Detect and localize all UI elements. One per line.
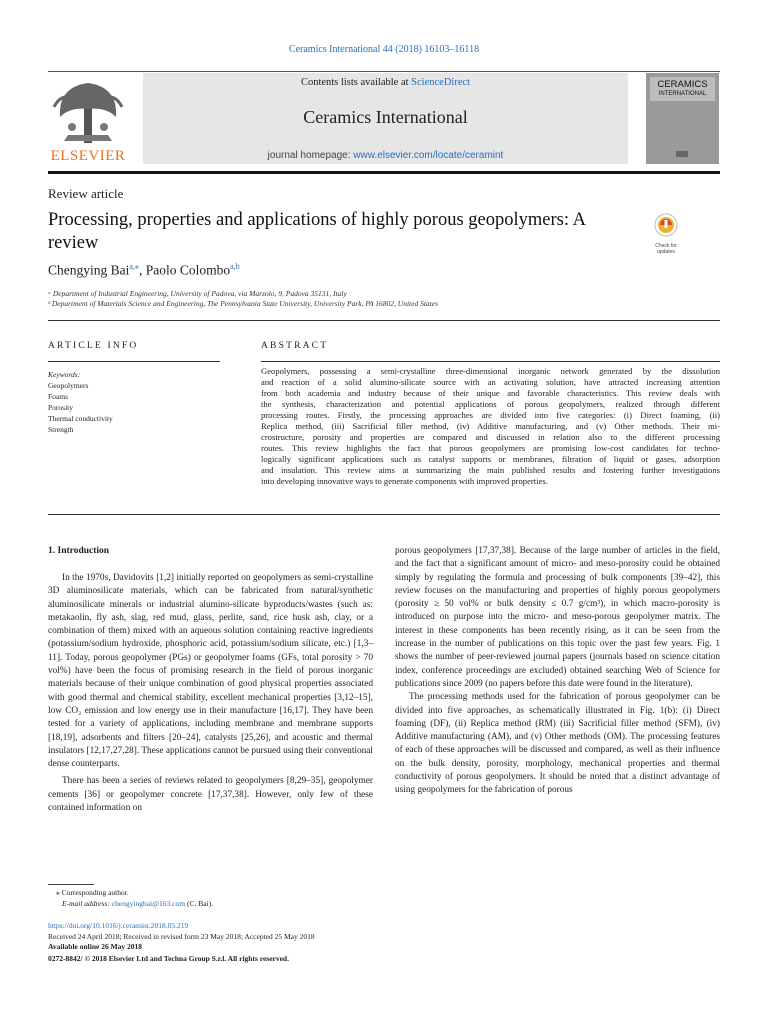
- abstract-line: routes. This review highlights the fact that porous geopolymers are promising low-cost candidates for techno-: [261, 442, 720, 453]
- article-info-rule: [48, 361, 220, 362]
- copyright-line: 0272-8842/ © 2018 Elsevier Ltd and Techna Group S.r.l. All rights reserved.: [48, 954, 289, 963]
- check-updates-icon: [650, 212, 682, 238]
- abstract-line: into developing innovative ways to generate components with improved properties.: [261, 475, 548, 486]
- badge-text-2: updates: [657, 249, 675, 255]
- email-line: [62, 899, 213, 908]
- elsevier-tree-icon: [50, 77, 126, 147]
- intro-paragraph-3: porous geopolymers [17,37,38]. Because of the large number of articles in the field, and the fact that a significant amount of micro- and meso-porosity could be obtained simply by regulating the formula and processing of bulk components [39–42], this review focuses on the manufacturing and properties of highly porous geopolymers (porosity ≥ 50 vol% or bulk density ≤ 0.7 g/cm³), in which macro-porosity is introduced on purpose into the micro- and meso-porous geopolymer matrix. The interest in these components has been recently rising, as it can be seen from the increase in the number of publications on this topic over the past few years. Fig. 1 shows the number of peer-reviewed journal papers (journals based on science citation index, conference proceedings are excluded) obtained searching Web of Science for publications since 2009 (no papers before this date were found in the literature).: [395, 546, 720, 689]
- keyword-item: Geopolymers: [48, 381, 89, 390]
- homepage-prefix: journal homepage:: [267, 150, 354, 161]
- masthead-bottom-rule: [48, 171, 720, 174]
- abstract-line: processing routes. Firstly, the processing approaches are divided into five categories: (i) Direct foaming, (ii): [261, 409, 720, 420]
- journal-citation-link[interactable]: Ceramics International 44 (2018) 16103–16118: [288, 44, 480, 55]
- homepage-link[interactable]: www.elsevier.com/locate/ceramint: [353, 150, 504, 161]
- cover-subtitle: INTERNATIONAL: [658, 91, 707, 97]
- corresponding-note: ⁎ Corresponding author.: [56, 888, 129, 897]
- affiliation-b: ᵇ Department of Materials Science and Engineering, The Pennsylvania State University, University Park, PA 16802, United States: [48, 299, 439, 308]
- doi-link[interactable]: https://doi.org/10.1016/j.ceramint.2018.05.219: [48, 921, 189, 930]
- article-title: Processing, properties and applications of highly porous geopolymers: A review: [48, 210, 585, 253]
- abstract-line: and reaction of a solid alumino-silicate source with an activating solution, have attracted increasing attention: [261, 376, 720, 387]
- badge-text-1: Check for: [655, 243, 677, 249]
- intro-paragraph-2: There has been a series of reviews related to geopolymers [8,29–35], geopolymer cements [36] or geopolymer concrete [17,37,38]. However, only few of these contained information on: [48, 776, 373, 814]
- author-list: [48, 262, 240, 279]
- keyword-item: Foams: [48, 392, 69, 401]
- elsevier-logo: [48, 76, 128, 162]
- contents-prefix: Contents lists available at: [300, 77, 412, 88]
- author-1: Chengying Bai: [48, 262, 130, 278]
- sciencedirect-link[interactable]: ScienceDirect: [411, 77, 471, 88]
- available-online: Available online 26 May 2018: [48, 942, 143, 951]
- abstract-bottom-rule: [48, 514, 720, 515]
- abstract-line: Replica method, (iii) Sacrificial filler method, (iv) Additive manufacturing, and (v) Other methods. Their mi-: [261, 420, 720, 431]
- intro-paragraph-1: In the 1970s, Davidovits [1,2] initially reported on geopolymers as semi-crystalline 3D aluminosilicate materials, which can be fabricated from natural/synthetic aluminosilicate minerals or industrial alumino-silicate byproducts/wastes (such as: metakaolin, fly ash, slag, red mud, glass, perlite, sand, rice husk ash, clay, or a combination of them) mixed with an aqueous solution containing reactive ingredients (potassium/sodium hydroxide, phosphoric acid, potassium/sodium silicate, etc.) [1,3–11]. Today, porous geopolymer (PGs) or geopolymer foams (GFs, total porosity > 70 vol%) have been the focus of promising research in the field of porous inorganic materials because of their unique combination of good physical properties associated with good thermal and chemical stability, excellent mechanical properties [3,12–15], low CO₂ emission and low energy use in their manufacture [16,17]. They have been tested for a variety of applications, including membrane and membrane supports [18,19], adsorbents and filters [20–24], catalysts [25,26], and acoustic and thermal insulators [12,17,27,28]. These applications cannot be pursued using their conventional dense counterparts.: [48, 573, 373, 770]
- author-1-affil[interactable]: a,⁎: [129, 262, 139, 271]
- author-2-affil[interactable]: a,b: [230, 262, 240, 271]
- footnote-rule: [48, 884, 94, 885]
- abstract-line: and insulation. This review aims at summarizing the main published results and fostering further investigations: [261, 464, 720, 475]
- keyword-item: Thermal conductivity: [48, 414, 113, 423]
- cover-title: CERAMICS: [657, 79, 708, 90]
- article-info-heading: ARTICLE INFO: [48, 341, 139, 351]
- abstract-line: Geopolymers, possessing a semi-crystalline three-dimensional inorganic network generated by the dissolution: [261, 366, 720, 376]
- affiliation-a: ᵃ Department of Industrial Engineering, University of Padova, via Marzolo, 9, Padova 35131, Italy: [48, 289, 347, 298]
- body-column-left: [48, 572, 373, 815]
- email-link[interactable]: chengyingbai@163.com: [111, 899, 186, 908]
- keywords-block: [48, 369, 113, 435]
- abstract-rule: [261, 361, 720, 362]
- keyword-item: Porosity: [48, 403, 74, 412]
- section-heading-introduction: 1. Introduction: [48, 546, 110, 556]
- abstract-heading: ABSTRACT: [261, 341, 329, 351]
- email-suffix: (C. Bai).: [185, 899, 213, 908]
- contents-line: [143, 77, 628, 88]
- article-type: Review article: [48, 186, 124, 201]
- email-label: E-mail address:: [62, 899, 112, 908]
- abstract-line: the synthesis, characterization and potential applications of porous geopolymers, realized through different: [261, 398, 720, 409]
- received-dates: Received 24 April 2018; Received in revised form 23 May 2018; Accepted 25 May 2018: [48, 932, 315, 941]
- keywords-label: Keywords:: [48, 370, 81, 379]
- elsevier-wordmark: ELSEVIER: [50, 148, 126, 164]
- author-separator: ,: [138, 262, 146, 278]
- masthead-top-rule: [48, 71, 720, 72]
- keyword-item: Strength: [48, 425, 74, 434]
- journal-name: Ceramics International: [303, 107, 468, 127]
- header-rule: [48, 320, 720, 321]
- abstract-line: from both academia and industry because of their unique and favorable characteristics. This review deals with: [261, 387, 720, 398]
- abstract-line: logically significant applications such as catalyst supports or membranes, filtration of liquid or gases, adsorption: [261, 453, 720, 464]
- intro-paragraph-4: The processing methods used for the fabrication of porous geopolymer can be divided into five approaches, as schematically illustrated in Fig. 1(b): (i) Direct foaming (DF), (ii) Replica method (RM) (iii) Sacrificial filler method (SFM), (iv) Additive manufacturing (AM), and (v) Other methods (OM). The processing features of each of these approaches will be discussed and compared, as well as their influence on the bulk density, porosity, morphology, mechanical properties and thermal conductivity of porous geopolymers. It should be noted that a distinct advantage of using geopolymers for the fabrication of porous: [395, 692, 720, 796]
- author-2: Paolo Colombo: [145, 262, 231, 278]
- journal-homepage-line: [143, 150, 628, 161]
- abstract-body: [261, 366, 720, 486]
- abstract-line: crostructure, porosity and properties are compared and discussed in relation also to the different processing: [261, 431, 720, 442]
- body-column-right: [395, 545, 720, 798]
- check-for-updates-badge[interactable]: [650, 212, 682, 255]
